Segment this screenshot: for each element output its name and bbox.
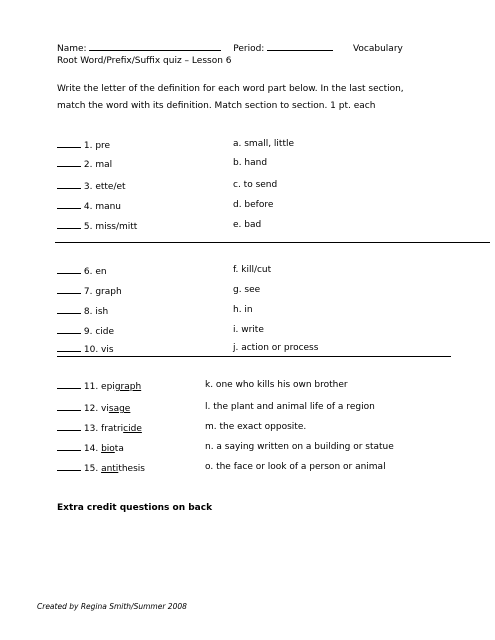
list-item — [57, 380, 141, 393]
word-part-underlined: cide — [123, 424, 142, 434]
answer-blank[interactable] — [57, 285, 81, 294]
definition: h. in — [233, 305, 253, 315]
word-text: ta — [114, 444, 124, 454]
definition: a. small, little — [233, 139, 295, 149]
answer-blank[interactable] — [57, 422, 81, 431]
answer-blank[interactable] — [57, 180, 81, 189]
list-item — [57, 442, 124, 455]
word-text: 12. vi — [83, 404, 109, 414]
definition: k. one who kills his own brother — [205, 380, 348, 390]
section-divider — [57, 356, 451, 357]
answer-blank[interactable] — [57, 325, 81, 334]
answer-blank[interactable] — [57, 380, 81, 389]
subject-label: Vocabulary — [352, 44, 403, 54]
list-item — [57, 422, 142, 435]
word-part-underlined: sage — [108, 404, 131, 414]
word-text: 15. — [83, 464, 102, 474]
list-item — [57, 343, 114, 356]
list-item — [57, 285, 122, 298]
answer-blank[interactable] — [57, 220, 81, 229]
footer-credit: Created by Regina Smith/Summer 2008 — [37, 602, 187, 611]
definition: c. to send — [233, 180, 278, 190]
word-part: 3. ette/et — [83, 182, 126, 192]
extra-credit-note: Extra credit questions on back — [57, 503, 213, 513]
word-text: thesis — [118, 464, 145, 474]
definition: m. the exact opposite. — [205, 422, 307, 432]
answer-blank[interactable] — [57, 343, 81, 352]
section-divider — [55, 242, 490, 243]
definition: o. the face or look of a person or animal — [205, 462, 386, 472]
word-part: 10. vis — [83, 345, 114, 355]
name-blank[interactable] — [89, 42, 221, 51]
word-part: 7. graph — [83, 287, 122, 297]
period-blank[interactable] — [267, 42, 333, 51]
word-part: 8. ish — [83, 307, 109, 317]
list-item — [57, 158, 112, 171]
definition: n. a saying written on a building or statue — [205, 442, 394, 452]
word-part: 1. pre — [83, 141, 111, 151]
word-part: 4. manu — [83, 202, 122, 212]
list-item — [57, 402, 130, 415]
word-text: 11. epi — [83, 382, 115, 392]
list-item — [57, 325, 114, 338]
list-item — [57, 462, 145, 475]
answer-blank[interactable] — [57, 139, 81, 148]
list-item — [57, 265, 107, 278]
word-part-underlined: bio — [101, 444, 115, 454]
word-part: 9. cide — [83, 327, 115, 337]
header-line — [57, 42, 403, 55]
instructions-line-2: match the word with its definition. Match section to section. 1 pt. each — [57, 101, 376, 111]
answer-blank[interactable] — [57, 402, 81, 411]
word-part-underlined: anti — [101, 464, 119, 474]
list-item — [57, 305, 108, 318]
list-item — [57, 220, 137, 233]
word-text: 14. — [83, 444, 102, 454]
word-text: 13. fratri — [83, 424, 124, 434]
name-label: Name: — [57, 44, 87, 54]
answer-blank[interactable] — [57, 265, 81, 274]
definition: g. see — [233, 285, 261, 295]
definition: i. write — [233, 325, 264, 335]
answer-blank[interactable] — [57, 305, 81, 314]
word-part-underlined: graph — [114, 382, 142, 392]
instructions-line-1: Write the letter of the definition for each word part below. In the last section, — [57, 84, 404, 94]
quiz-title: Root Word/Prefix/Suffix quiz – Lesson 6 — [57, 56, 232, 66]
definition: l. the plant and animal life of a region — [205, 402, 375, 412]
answer-blank[interactable] — [57, 462, 81, 471]
definition: f. kill/cut — [233, 265, 272, 275]
answer-blank[interactable] — [57, 442, 81, 451]
word-part: 5. miss/mitt — [83, 222, 138, 232]
list-item — [57, 139, 110, 152]
definition: d. before — [233, 200, 274, 210]
definition: b. hand — [233, 158, 268, 168]
definition: j. action or process — [233, 343, 319, 353]
list-item — [57, 200, 121, 213]
definition: e. bad — [233, 220, 262, 230]
answer-blank[interactable] — [57, 200, 81, 209]
list-item — [57, 180, 126, 193]
word-part: 6. en — [83, 267, 107, 277]
answer-blank[interactable] — [57, 158, 81, 167]
period-label: Period: — [233, 44, 265, 54]
word-part: 2. mal — [83, 160, 113, 170]
